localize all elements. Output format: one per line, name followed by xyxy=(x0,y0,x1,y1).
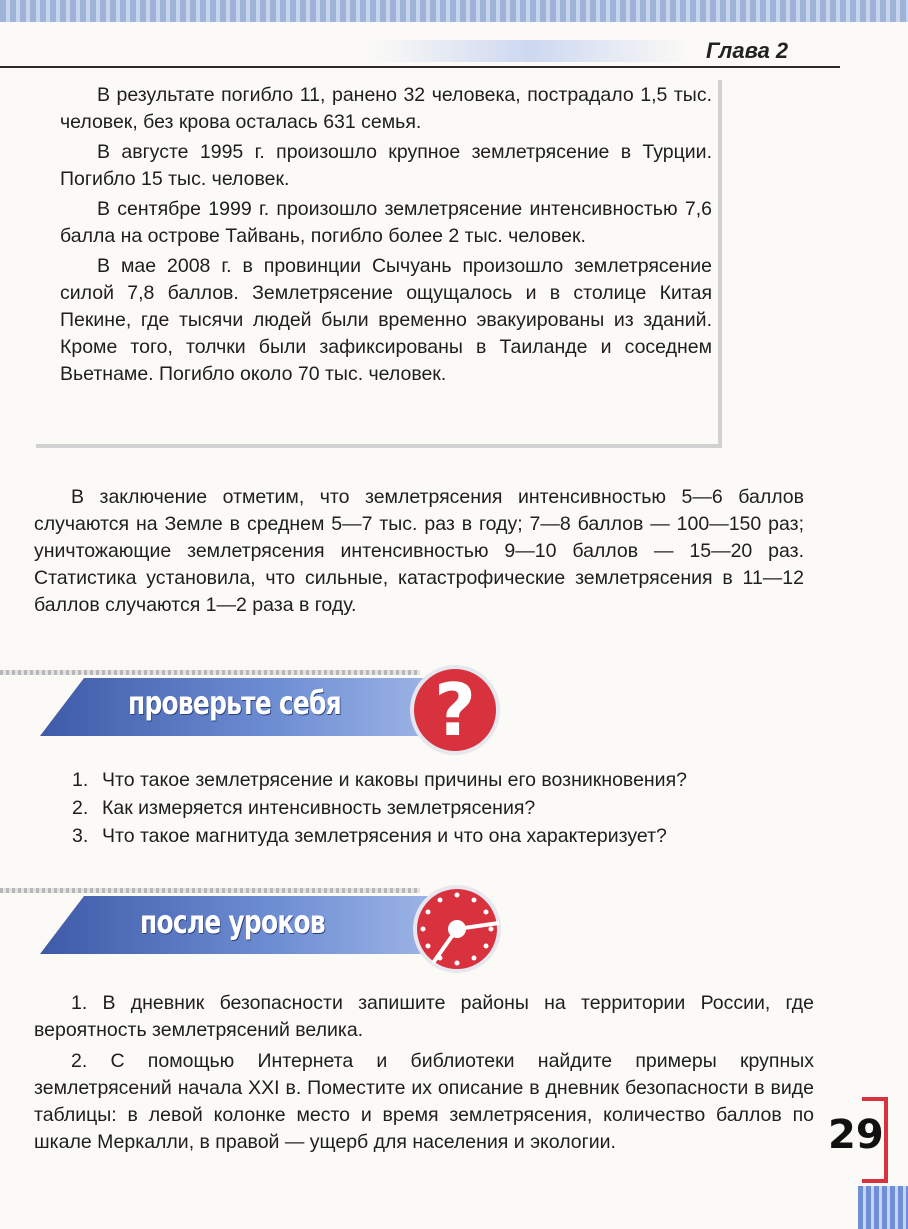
banner-shadow xyxy=(0,670,420,675)
boxed-passage xyxy=(36,80,722,448)
conclusion-block xyxy=(34,484,804,619)
boxed-paragraph: В мае 2008 г. в провинции Сычуань произошло землетрясение силой 7,8 баллов. Землетрясение ощущалось и в столице Китая Пекине, где тысячи людей были временно эвакуированы из зданий. Кроме того, толчки были зафиксированы в Таиланде и соседнем Вьетнаме. Погибло около 70 тыс. человек. xyxy=(60,255,712,385)
boxed-paragraph: В результате погибло 11, ранено 32 человека, пострадало 1,5 тыс. человек, без крова осталась 631 семья. xyxy=(60,84,712,133)
header-glow xyxy=(370,40,690,62)
list-item: 3. Что такое магнитуда землетрясения и что она характеризует? xyxy=(72,825,667,847)
check-section-title: проверьте себя xyxy=(128,684,341,722)
conclusion-paragraph: В заключение отметим, что землетрясения интенсивностью 5—6 баллов случаются на Земле в среднем 5—7 тыс. раз в году; 7—8 баллов — 100—150 раз; уничтожающие землетрясения интенсивностью 9—10 баллов — 15—20 раз. Статистика установила, что сильные, катастрофические землетрясения в 11—12 баллов случаются 1—2 раза в году. xyxy=(34,486,804,616)
list-item: 1. Что такое землетрясение и каковы причины его возникновения? xyxy=(72,769,687,791)
banner-shadow xyxy=(0,888,420,893)
header-rule xyxy=(0,66,840,68)
task-paragraph: 1. В дневник безопасности запишите районы на территории России, где вероятность землетрясений велика. xyxy=(34,992,814,1041)
after-section-title: после уроков xyxy=(140,903,325,941)
question-mark-icon: ? xyxy=(410,665,500,755)
page-number: 29 xyxy=(828,1112,884,1158)
page-corner-stripes xyxy=(858,1186,908,1229)
clock-icon xyxy=(411,883,503,975)
after-tasks xyxy=(34,990,814,1156)
question-list xyxy=(72,766,812,850)
top-decorative-band xyxy=(0,0,908,22)
boxed-paragraph: В августе 1995 г. произошло крупное землетрясение в Турции. Погибло 15 тыс. человек. xyxy=(60,141,712,190)
list-item: 2. Как измеряется интенсивность землетрясения? xyxy=(72,797,536,819)
task-paragraph: 2. С помощью Интернета и библиотеки найдите примеры крупных землетрясений начала XXI в. Поместите их описание в дневник безопасности в виде таблицы: в левой колонке место и время землетрясения, количество баллов по шкале Меркалли, в правой — ущерб для населения и экологии. xyxy=(34,1050,814,1153)
chapter-label: Глава 2 xyxy=(706,38,789,63)
boxed-paragraph: В сентябре 1999 г. произошло землетрясение интенсивностью 7,6 балла на острове Тайвань, погибло более 2 тыс. человек. xyxy=(60,198,712,247)
